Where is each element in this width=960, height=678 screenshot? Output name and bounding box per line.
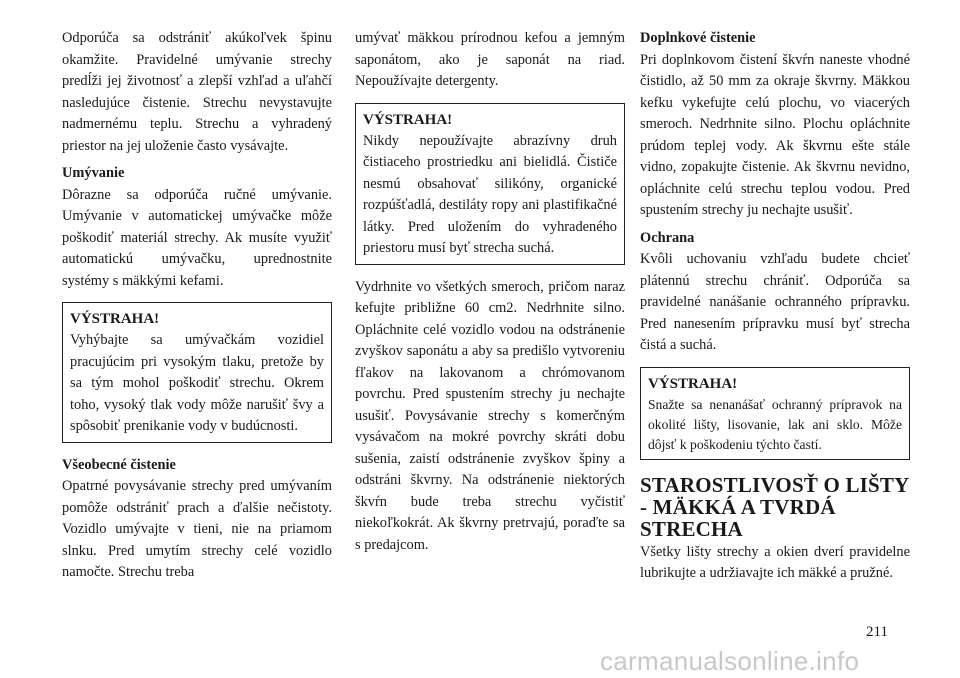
paragraph: umývať mäkkou prírodnou kefou a jemným saponátom, ako je saponát na riad. Nepoužívajte detergenty. — [355, 30, 625, 89]
column-3 — [640, 28, 910, 591]
watermark: carmanualsonline.info — [600, 646, 860, 676]
warning-box — [62, 302, 332, 443]
subheading-vseobecne-cistenie: Všeobecné čistenie — [62, 456, 176, 473]
subheading-ochrana: Ochrana — [640, 229, 695, 246]
warning-text: Vyhýbajte sa umývačkám vozidiel pracujúcim pri vysokým tlaku, pretože by sa tým mohol poškodiť strechu. Okrem toho, vysoký tlak vody môže narušiť švy a spôsobiť prenikanie vody v budúcnosti. — [70, 332, 324, 434]
paragraph: Všetky lišty strechy a okien dverí pravidelne lubrikujte a udržiavajte ich mäkké a pružné. — [640, 543, 910, 581]
warning-box — [355, 103, 625, 265]
paragraph: Dôrazne sa odporúča ručné umývanie. Umývanie v automatickej umývačke môže poškodiť materiál strechy. Ak musíte využiť automatickú umývačku, uprednostnite systémy s mäkkými kefami. — [62, 186, 332, 289]
paragraph: Kvôli uchovaniu vzhľadu budete chcieť plátennú strechu chrániť. Odporúča sa pravidelné nanášanie ochranného prípravku. Pred nanesením prípravku musí byť strecha čistá a suchá. — [640, 251, 910, 353]
warning-text: Nikdy nepoužívajte abrazívny druh čistiaceho prostriedku ani bielidlá. Čističe nesmú obsahovať silikóny, organické rozpúšťadlá, destiláty ropy ani plastifikačné látky. Pred uložením do vyhradeného priestoru musí byť strecha suchá. — [363, 132, 617, 256]
warning-title: VÝSTRAHA! — [363, 111, 453, 128]
page-number: 211 — [866, 624, 888, 640]
warning-text: Snažte sa nenanášať ochranný prípravok na okolité lišty, lisovanie, lak ani sklo. Môže dôjsť k poškodeniu týchto častí. — [648, 396, 902, 452]
paragraph: Opatrné povysávanie strechy pred umývaním pomôže odstrániť prach a ďalšie nečistoty. Vozidlo umývajte v tieni, nie na priamom slnku. Pred umytím strechy celé vozidlo namočte. Strechu treba — [62, 478, 332, 580]
paragraph: Vydrhnite vo všetkých smeroch, pričom naraz kefujte približne 60 cm2. Nedrhnite silno. Opláchnite celé vozidlo vodou na odstránenie zvyškov saponátu a aby sa predišlo vytvoreniu fľakov na lakovanom a chrómovanom povrchu. Pred spustením strechy ju nechajte usušiť. Povysávanie strechy s komerčným vysávačom na mokré povrchy skráti dobu sušenia, zaistí odstránenie zvyškov špiny a odstráni škvrny. Na odstránenie niektorých škvŕn bude treba strechu vyčistiť niekoľkokrát. Ak škvrny pretrvajú, poraďte sa s predajcom. — [355, 278, 625, 553]
column-2 — [355, 28, 625, 562]
paragraph: Odporúča sa odstrániť akúkoľvek špinu okamžite. Pravidelné umývanie strechy predĺži jej životnosť a zlepší vzhľad a uľahčí nasledujúce čistenie. Strechu nevystavujte nadmernému teplu. Strechu a vyhradený priestor na jej uloženie často vysávajte. — [62, 30, 332, 154]
subheading-umyvanie: Umývanie — [62, 165, 125, 181]
paragraph: Pri doplnkovom čistení škvŕn naneste vhodné čistidlo, až 50 mm za okraje škvrny. Mäkkou kefku vykefujte celú plochu, vo viacerých smeroch. Nedrhnite silno. Plochu opláchnite prúdom teplej vody. Ak škvrnu ešte stále vidno, zopakujte čistenie. Ak škvrnu nevidno, opláchnite celú strechu teplou vodou. Pred spustením strechy ju nechajte usušiť. — [640, 51, 910, 218]
warning-box — [640, 367, 910, 460]
warning-title: VÝSTRAHA! — [648, 375, 738, 392]
warning-title: VÝSTRAHA! — [70, 311, 160, 327]
subheading-doplnkove-cistenie: Doplnkové čistenie — [640, 30, 756, 46]
column-1 — [62, 28, 332, 590]
section-title: STAROSTLIVOSŤ O LIŠTY - MÄKKÁ A TVRDÁ STRECHA — [640, 472, 909, 541]
